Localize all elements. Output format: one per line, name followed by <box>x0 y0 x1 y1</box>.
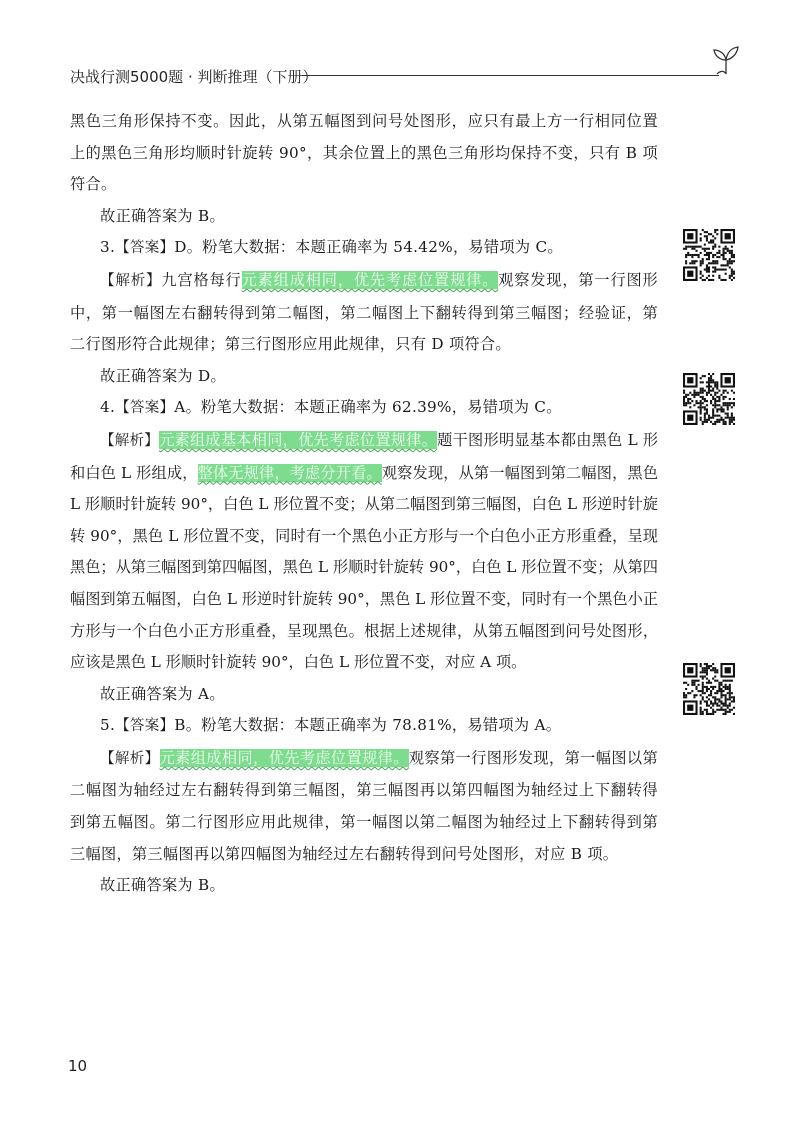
answer-label: 【答案】 <box>115 240 175 257</box>
answer-line-q3: 故正确答案为 D。 <box>100 366 227 385</box>
highlight: 元素组成相同，优先考虑位置规律。 <box>159 748 409 767</box>
qr-code-icon[interactable] <box>683 229 735 281</box>
question-number: 5. <box>100 716 116 735</box>
answer-line-q5: 故正确答案为 B。 <box>100 876 226 895</box>
qr-code-icon[interactable] <box>683 373 735 425</box>
header-rule <box>302 75 719 76</box>
highlight: 整体无规律，考虑分开看。 <box>197 463 382 482</box>
page-header <box>70 62 735 92</box>
analysis-label: 【解析】 <box>100 272 162 289</box>
answer-q5 <box>70 710 658 743</box>
analysis-q4 <box>70 425 658 679</box>
answer-q4 <box>70 392 658 425</box>
running-title: 决战行测5000题 · 判断推理（下册） <box>70 68 318 86</box>
answer-text: B。粉笔大数据：本题正确率为 78.81%，易错项为 A。 <box>174 716 562 735</box>
sprout-icon <box>711 44 741 76</box>
answer-label: 【答案】 <box>115 400 175 417</box>
question-number: 4. <box>100 398 116 417</box>
analysis-pre: 九宫格每行 <box>161 270 242 289</box>
analysis-text: 观察第一行图形发现，第一幅图以第二幅图为轴经过左右翻转得到第三幅图，第三幅图再以第四幅图为轴经过上下翻转得到第五幅图。第二行图形应用此规律，第一幅图以第二幅图为轴经过上下翻转得到第三幅图，第三幅图再以第四幅图为轴经过左右翻转得到问号处图形，对应 B 项。 <box>70 748 658 863</box>
page-body <box>70 106 658 902</box>
analysis-q3 <box>70 265 658 361</box>
answer-line-q4: 故正确答案为 A。 <box>100 684 225 703</box>
highlight: 元素组成基本相同，优先考虑位置规律。 <box>159 430 438 449</box>
analysis-label: 【解析】 <box>100 432 160 449</box>
analysis-q5 <box>70 743 658 870</box>
answer-q3 <box>70 232 658 265</box>
highlight: 元素组成相同，优先考虑位置规律。 <box>241 270 499 289</box>
question-number: 3. <box>100 238 116 257</box>
analysis-label: 【解析】 <box>100 750 160 767</box>
answer-text: A。粉笔大数据：本题正确率为 62.39%，易错项为 C。 <box>174 398 562 417</box>
analysis-text: 观察发现，第一行图形中，第一幅图左右翻转得到第二幅图，第二幅图上下翻转得到第三幅图；经验证，第二行图形符合此规律；第三行图形应用此规律，只有 D 项符合。 <box>70 270 659 354</box>
qr-code-icon[interactable] <box>683 663 735 715</box>
answer-line-q2: 故正确答案为 B。 <box>100 206 226 225</box>
analysis-text: 观察发现，从第一幅图到第二幅图，黑色 L 形顺时针旋转 90°，白色 L 形位置不变；从第二幅图到第三幅图，白色 L 形逆时针旋转 90°，黑色 L 形位置不变，同时有一个黑色小正方形与一个白色小正方形重叠，呈现黑色；从第三幅图到第四幅图，黑色 L 形顺时针旋转 90°，白色 L 形位置不变；从第四幅图到第五幅图，白色 L 形逆时针旋转 90°，黑色 L 形位置不变，同时有一个黑色小正方形与一个白色小正方形重叠，呈现黑色。根据上述规律，从第五幅图到问号处图形，应该是黑色 L 形顺时针旋转 90°，白色 L 形位置不变，对应 A 项。 <box>70 463 659 672</box>
analysis-mid: 题干图形明显基本都由黑色 L 形和白色 L 形组成， <box>70 430 659 482</box>
paragraph-continuation: 黑色三角形保持不变。因此，从第五幅图到问号处图形，应只有最上方一行相同位置上的黑色三角形均顺时针旋转 90°，其余位置上的黑色三角形均保持不变，只有 B 项符合。 <box>70 112 658 194</box>
answer-label: 【答案】 <box>115 718 175 735</box>
answer-text: D。粉笔大数据：本题正确率为 54.42%，易错项为 C。 <box>174 238 563 257</box>
page-number: 10 <box>68 1057 88 1075</box>
